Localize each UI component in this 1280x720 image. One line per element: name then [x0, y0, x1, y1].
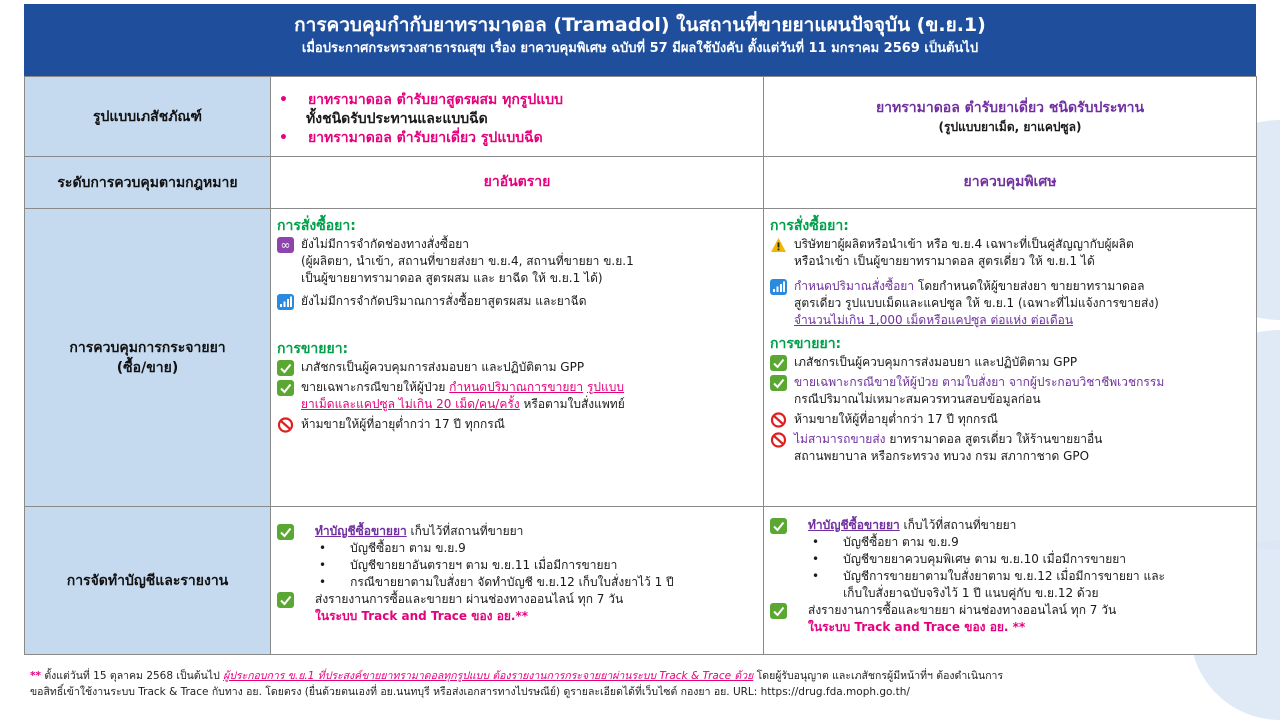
infinity-icon [277, 237, 294, 253]
purchase-heading: การสั่งซื้อยา: [277, 218, 356, 234]
list-item: • บัญชีการขายยาตามใบสั่งยาตาม ข.ย.12 เมื่อมีการขายยา และ เก็บใบสั่งยาฉบับจริงไว้ 1 ปี แนบคู่กับ ข.ย.12 ด้วย [812, 569, 1165, 600]
list-item [770, 374, 1250, 408]
text-line: ส่งรายงานการซื้อและขายยา ผ่านช่องทางออนไลน์ ทุก 7 วัน [315, 592, 624, 606]
list-item [770, 411, 1250, 428]
table-row-distribution [25, 209, 1257, 507]
list-item [277, 359, 757, 376]
text-line: จำนวนไม่เกิน 1,000 เม็ดหรือแคปซูล ต่อแห่ง ต่อเดือน [794, 313, 1074, 327]
text-line: ส่งรายงานการซื้อและขายยา ผ่านช่องทางออนไลน์ ทุก 7 วัน [808, 603, 1117, 617]
list-item: • กรณีขายยาตามใบสั่งยา จัดทำบัญชี ข.ย.12 เก็บใบสั่งยาไว้ 1 ปี [319, 575, 674, 589]
check-box-icon [770, 355, 787, 371]
text-line: ไม่สามารถขายส่ง ยาทรามาดอล สูตรเดี่ยว ให้ร้านขายยาอื่น [794, 432, 1103, 446]
text-line: ยังไม่มีการจำกัดช่องทางสั่งซื้อยา [301, 237, 470, 251]
dosage-form-left-cell [271, 77, 764, 157]
list-item: • บัญชีซื้อยา ตาม ข.ย.9 [812, 535, 959, 549]
distribution-left-cell [271, 209, 764, 507]
no-entry-icon [277, 417, 294, 433]
svg-text:∞: ∞ [280, 238, 291, 252]
records-right-cell [764, 507, 1257, 655]
text-line: ขายเฉพาะกรณีขายให้ผู้ป่วย กำหนดปริมาณการขายยา รูปแบบ ยาเม็ดและแคปซูล ไม่เกิน 20 เม็ด/คน/ครั้ง หรือตามใบสั่งแพทย์ [301, 380, 625, 411]
text-line: บริษัทยาผู้ผลิตหรือนำเข้า หรือ ข.ย.4 เฉพาะที่เป็นคู่สัญญากับผู้ผลิต [794, 237, 1134, 251]
text-line: เภสัชกรเป็นผู้ควบคุมการส่งมอบยา และปฏิบัติตาม GPP [301, 360, 585, 374]
text-line: สถานพยาบาล หรือกระทรวง ทบวง กรม สภากาชาด GPO [794, 449, 1090, 463]
page-subtitle: เมื่อประกาศกระทรวงสาธารณสุข เรื่อง ยาควบคุมพิเศษ ฉบับที่ 57 มีผลใช้บังคับ ตั้งแต่วันที่ 11 มกราคม 2569 เป็นต้นไป [301, 41, 979, 56]
text-line: กำหนดปริมาณสั่งซื้อยา โดยกำหนดให้ผู้ขายส่งยา ขายยาทรามาดอล [794, 279, 1145, 293]
row-label [25, 209, 271, 507]
list-item [770, 354, 1250, 371]
signal-bars-icon [770, 279, 787, 295]
no-entry-icon [770, 412, 787, 428]
check-box-icon [770, 603, 787, 619]
table-row-control-level [25, 157, 1257, 209]
text-line: ในระบบ Track and Trace ของ อย. ** [808, 620, 1026, 634]
row-label: รูปแบบเภสัชภัณฑ์ [25, 77, 271, 157]
row-label: ระดับการควบคุมตามกฎหมาย [25, 157, 271, 209]
table-row-dosage-form [25, 77, 1257, 157]
list-item [277, 236, 757, 287]
list-item [277, 591, 757, 625]
list-item: • บัญชีขายยาควบคุมพิเศษ ตาม ข.ย.10 เมื่อมีการขายยา [812, 552, 1127, 566]
distribution-right-cell [764, 209, 1257, 507]
text-line: ห้ามขายให้ผู้ที่อายุต่ำกว่า 17 ปี ทุกกรณี [794, 412, 998, 426]
row-label-line1: การควบคุมการกระจายยา [69, 339, 226, 356]
list-item [277, 293, 757, 310]
text-line: ทำบัญชีซื้อขายยา เก็บไว้ที่สถานที่ขายยา [808, 518, 1017, 532]
text-line: เป็นผู้ขายยาทรามาดอล สูตรผสม และ ยาฉีด ให้ ข.ย.1 ได้) [301, 271, 603, 285]
table-row-records [25, 507, 1257, 655]
footnote-line1: ** ตั้งแต่วันที่ 15 ตุลาคม 2568 เป็นต้นไป ผู้ประกอบการ ข.ย.1 ที่ประสงค์ขายยาทรามาดอลทุกรูปแบบ ต้องรายงานการกระจายยาผ่านระบบ Track & Trace ด้วย โดยผู้รับอนุญาต และเภสัชกรผู้มีหน้าที่ฯ ต้องดำเนินการ [30, 670, 1004, 682]
list-item [277, 379, 757, 413]
sale-heading: การขายยา: [770, 336, 842, 352]
list-item: • ยาทรามาดอล ตำรับยาสูตรผสม ทุกรูปแบบ [279, 92, 564, 108]
list-item [277, 416, 757, 433]
text-line: เภสัชกรเป็นผู้ควบคุมการส่งมอบยา และปฏิบัติตาม GPP [794, 355, 1078, 369]
purchase-heading: การสั่งซื้อยา: [770, 218, 849, 234]
footnote-line2: ขอสิทธิ์เข้าใช้งานระบบ Track & Trace กับทาง อย. โดยตรง (ยื่นด้วยตนเองที่ อย.นนทบุรี หรือส่งเอกสารทางไปรษณีย์) ดูรายละเอียดได้ที่เว็บไซต์ กองยา อย. URL: https://drug.fda.moph.go.th/ [30, 686, 910, 698]
list-item [277, 523, 757, 540]
list-item [770, 431, 1250, 465]
records-left-cell [271, 507, 764, 655]
text-line: ยังไม่มีการจำกัดปริมาณการสั่งซื้อยาสูตรผสม และยาฉีด [301, 294, 587, 308]
check-box-icon [277, 360, 294, 376]
text-line: สูตรเดี่ยว รูปแบบเม็ดและแคปซูล ให้ ข.ย.1 (เฉพาะที่ไม่แจ้งการขายส่ง) [794, 296, 1159, 310]
list-item [770, 236, 1250, 270]
list-item: • บัญชีซื้อยา ตาม ข.ย.9 [319, 541, 466, 555]
control-level-left: ยาอันตราย [271, 157, 764, 209]
footnote [30, 668, 1260, 700]
check-box-icon [770, 518, 787, 534]
text-line: ในระบบ Track and Trace ของ อย.** [315, 609, 529, 623]
list-item [770, 517, 1250, 534]
regulation-table [24, 76, 1257, 655]
page-title: การควบคุมกำกับยาทรามาดอล (Tramadol) ในสถานที่ขายยาแผนปัจจุบัน (ข.ย.1) [294, 14, 986, 36]
text-line: ขายเฉพาะกรณีขายให้ผู้ป่วย ตามใบสั่งยา จากผู้ประกอบวิชาชีพเวชกรรม [794, 375, 1165, 389]
list-item [770, 278, 1250, 329]
page-header [24, 4, 1256, 76]
list-item: • บัญชีขายยาอันตรายฯ ตาม ข.ย.11 เมื่อมีการขายยา [319, 558, 618, 572]
text-line: ทำบัญชีซื้อขายยา เก็บไว้ที่สถานที่ขายยา [315, 524, 524, 538]
dosage-form-right-sub: (รูปแบบยาเม็ด, ยาแคปซูล) [938, 119, 1082, 134]
sale-heading: การขายยา: [277, 341, 349, 357]
row-label-line2: (ซื้อ/ขาย) [116, 359, 179, 376]
list-item [770, 602, 1250, 636]
row-label: การจัดทำบัญชีและรายงาน [25, 507, 271, 655]
warning-icon [770, 237, 787, 253]
list-item-continuation: ทั้งชนิดรับประทานและแบบฉีด [306, 111, 488, 127]
text-line: ห้ามขายให้ผู้ที่อายุต่ำกว่า 17 ปี ทุกกรณี [301, 417, 505, 431]
text-line: กรณีปริมาณไม่เหมาะสมควรทวนสอบข้อมูลก่อน [794, 392, 1041, 406]
check-box-icon [277, 380, 294, 396]
check-box-icon [277, 592, 294, 608]
text-line: หรือนำเข้า เป็นผู้ขายยาทรามาดอล สูตรเดี่ยว ให้ ข.ย.1 ได้ [794, 254, 1095, 268]
no-entry-icon [770, 432, 787, 448]
check-box-icon [277, 524, 294, 540]
dosage-form-right-main: ยาทรามาดอล ตำรับยาเดี่ยว ชนิดรับประทาน [875, 99, 1145, 116]
control-level-right: ยาควบคุมพิเศษ [764, 157, 1257, 209]
list-item: • ยาทรามาดอล ตำรับยาเดี่ยว รูปแบบฉีด [279, 130, 543, 146]
check-box-icon [770, 375, 787, 391]
signal-bars-icon [277, 294, 294, 310]
text-line: (ผู้ผลิตยา, นำเข้า, สถานที่ขายส่งยา ข.ย.4, สถานที่ขายยา ข.ย.1 [301, 254, 634, 268]
dosage-form-right-cell [764, 77, 1257, 157]
